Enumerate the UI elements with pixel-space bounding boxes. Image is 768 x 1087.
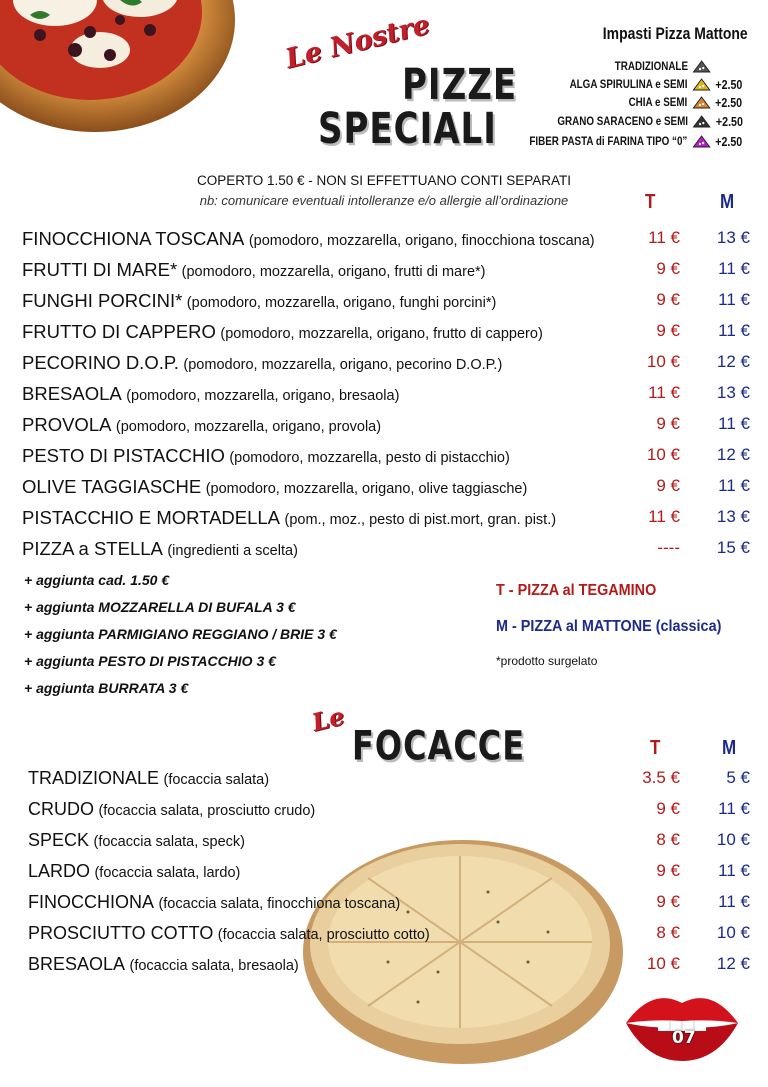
- dough-option-price: +2.50: [715, 133, 743, 149]
- pizza-item-text: [22, 538, 298, 560]
- pizza-item-price-t: 9 €: [656, 321, 680, 340]
- pizza-item-price-m: 12 €: [716, 352, 750, 371]
- pizza-item-price-m: 13 €: [716, 228, 750, 247]
- pizza-item-row: [0, 352, 768, 378]
- focaccia-item-row: [0, 861, 768, 887]
- pizza-slice-orange-icon: [693, 96, 711, 109]
- focaccia-item-text: [28, 954, 299, 975]
- pizza-item-price-t: 9 €: [656, 414, 680, 433]
- focaccia-item-name: CRUDO: [28, 799, 94, 819]
- focaccia-item-text: [28, 923, 430, 944]
- pizza-item-row: [0, 321, 768, 347]
- pizza-item-row: [0, 476, 768, 502]
- pizza-item-name: PISTACCHIO E MORTADELLA: [22, 507, 281, 528]
- focaccia-item-description: (focaccia salata): [163, 772, 270, 788]
- focaccia-item-price-t: 9 €: [656, 861, 680, 880]
- script-title: Le Nostre: [282, 9, 433, 76]
- focaccia-item-price-m: 11 €: [718, 861, 750, 880]
- pizza-item-description: (pomodoro, mozzarella, origano, bresaola): [126, 388, 400, 404]
- pizza-item-description: (pomodoro, mozzarella, pesto di pistacchio): [229, 450, 510, 466]
- focacce-column-header-t: T: [650, 736, 661, 759]
- pizza-item-price-t: 9 €: [656, 290, 680, 309]
- page-number: 07: [672, 1028, 696, 1048]
- pizza-item-name: PIZZA a STELLA: [22, 538, 163, 559]
- pizza-photo: [0, 0, 260, 135]
- pizza-item-price-m: 11 €: [718, 290, 750, 309]
- focaccia-item-price-t: 9 €: [656, 799, 680, 818]
- focaccia-item-row: [0, 799, 768, 825]
- focaccia-item-row: [0, 954, 768, 980]
- pizza-slice-dark-icon: [693, 115, 711, 128]
- title-line-2: SPECIALI: [318, 104, 497, 154]
- pizza-item-name: PESTO DI PISTACCHIO: [22, 445, 225, 466]
- focaccia-item-price-m: 5 €: [726, 768, 750, 787]
- pizza-item-name: FRUTTI DI MARE*: [22, 259, 178, 280]
- coperto-note: COPERTO 1.50 € - NON SI EFFETTUANO CONTI SEPARATI: [196, 173, 572, 188]
- dough-option: [629, 93, 750, 111]
- focaccia-item-price-t: 8 €: [656, 923, 680, 942]
- pizza-item-description: (pom., moz., pesto di pist.mort, gran. pist.): [284, 512, 557, 528]
- pizza-item-description: (pomodoro, mozzarella, origano, finocchiona toscana): [248, 233, 595, 249]
- focaccia-item-text: [28, 768, 269, 789]
- pizza-item-description: (pomodoro, mozzarella, origano, frutti di mare*): [181, 264, 486, 280]
- focaccia-item-name: LARDO: [28, 861, 91, 881]
- pizza-item-text: [22, 476, 527, 498]
- focaccia-item-row: [0, 768, 768, 794]
- pizza-item-description: (pomodoro, mozzarella, origano, funghi porcini*): [186, 295, 497, 311]
- dough-option-price: +2.50: [715, 76, 743, 92]
- focaccia-item-price-m: 11 €: [718, 892, 750, 911]
- column-header-t: T: [645, 190, 656, 213]
- pizza-item-name: FRUTTO DI CAPPERO: [22, 321, 216, 342]
- focaccia-item-description: (focaccia salata, bresaola): [129, 958, 299, 974]
- focaccia-item-price-m: 10 €: [716, 830, 750, 849]
- pizza-item-row: [0, 538, 768, 564]
- focaccia-item-description: (focaccia salata, finocchiona toscana): [158, 896, 401, 912]
- pizza-item-price-m: 13 €: [716, 507, 750, 526]
- dough-option-label: CHIA e SEMI: [628, 95, 688, 109]
- dough-panel-title: Impasti Pizza Mattone: [603, 24, 748, 43]
- focaccia-item-description: (focaccia salata, lardo): [94, 865, 241, 881]
- focaccia-item-name: SPECK: [28, 830, 90, 850]
- focaccia-item-description: (focaccia salata, prosciutto crudo): [98, 803, 316, 819]
- focaccia-item-row: [0, 923, 768, 949]
- pizza-slice-yellow-icon: [693, 78, 711, 91]
- focaccia-item-price-t: 8 €: [656, 830, 680, 849]
- pizza-item-text: [22, 414, 381, 436]
- pizza-item-name: PECORINO D.O.P.: [22, 352, 179, 373]
- column-header-m: M: [720, 190, 735, 213]
- pizza-item-name: PROVOLA: [22, 414, 112, 435]
- addon-item: + aggiunta PARMIGIANO REGGIANO / BRIE 3 €: [24, 626, 337, 642]
- pizza-item-price-m: 11 €: [718, 414, 750, 433]
- pizza-item-row: [0, 383, 768, 409]
- pizza-item-price-t: ----: [657, 538, 680, 557]
- dough-option-label: GRANO SARACENO e SEMI: [557, 114, 688, 128]
- lips-icon: [622, 985, 742, 1063]
- legend-tegamino: T - PIZZA al TEGAMINO: [496, 582, 657, 599]
- focaccia-item-price-m: 11 €: [718, 799, 750, 818]
- legend-mattone: M - PIZZA al MATTONE (classica): [496, 618, 722, 635]
- pizza-item-row: [0, 259, 768, 285]
- pizza-item-text: [22, 321, 543, 343]
- pizza-item-text: [22, 290, 496, 312]
- pizza-item-row: [0, 507, 768, 533]
- pizza-item-text: [22, 352, 502, 374]
- focaccia-item-description: (focaccia salata, speck): [93, 834, 245, 850]
- addon-item: + aggiunta cad. 1.50 €: [24, 572, 170, 588]
- focaccia-item-row: [0, 830, 768, 856]
- pizza-item-description: (ingredienti a scelta): [167, 543, 298, 559]
- pizza-item-text: [22, 507, 556, 529]
- pizza-slice-plain-icon: [693, 60, 711, 73]
- dough-option: [530, 132, 750, 150]
- pizza-item-description: (pomodoro, mozzarella, origano, frutto di cappero): [220, 326, 543, 342]
- focaccia-item-price-m: 12 €: [716, 954, 750, 973]
- pizza-item-row: [0, 290, 768, 316]
- pizza-item-description: (pomodoro, mozzarella, origano, provola): [115, 419, 382, 435]
- pizza-item-price-m: 11 €: [718, 321, 750, 340]
- pizza-item-price-t: 10 €: [646, 445, 680, 464]
- pizza-item-name: OLIVE TAGGIASCHE: [22, 476, 202, 497]
- focaccia-item-text: [28, 892, 400, 913]
- dough-option-price: +2.50: [715, 94, 743, 110]
- pizza-item-text: [22, 259, 485, 281]
- frozen-note: *prodotto surgelato: [496, 654, 598, 668]
- focaccia-item-price-m: 10 €: [716, 923, 750, 942]
- pizza-item-price-t: 11 €: [648, 228, 680, 247]
- pizza-item-price-m: 11 €: [718, 259, 750, 278]
- pizza-item-price-t: 10 €: [646, 352, 680, 371]
- dough-option-label: TRADIZIONALE: [614, 59, 688, 73]
- addon-item: + aggiunta MOZZARELLA DI BUFALA 3 €: [24, 599, 296, 615]
- focaccia-item-price-t: 9 €: [656, 892, 680, 911]
- pizza-item-text: [22, 228, 595, 250]
- dough-option: [570, 75, 750, 93]
- focaccia-item-price-t: 3.5 €: [642, 768, 680, 787]
- pizza-item-price-m: 11 €: [718, 476, 750, 495]
- pizza-item-text: [22, 445, 510, 467]
- focaccia-item-text: [28, 830, 245, 851]
- pizza-item-name: BRESAOLA: [22, 383, 122, 404]
- pizza-item-price-t: 11 €: [648, 507, 680, 526]
- pizza-item-description: (pomodoro, mozzarella, origano, pecorino D.O.P.): [183, 357, 503, 373]
- allergy-note: nb: comunicare eventuali intolleranze e/o allergie all’ordinazione: [199, 193, 569, 208]
- pizza-item-name: FINOCCHIONA TOSCANA: [22, 228, 245, 249]
- focaccia-item-name: TRADIZIONALE: [28, 768, 160, 788]
- pizza-item-price-m: 15 €: [716, 538, 750, 557]
- focacce-script-title: Le: [308, 701, 348, 737]
- pizza-slice-purple-icon: [693, 135, 711, 148]
- title-line-1: PIZZE: [402, 60, 518, 110]
- focaccia-item-description: (focaccia salata, prosciutto cotto): [217, 927, 430, 943]
- focaccia-item-name: PROSCIUTTO COTTO: [28, 923, 214, 943]
- addon-item: + aggiunta BURRATA 3 €: [24, 680, 189, 696]
- dough-option-price: +2.50: [715, 113, 743, 129]
- focaccia-item-name: BRESAOLA: [28, 954, 126, 974]
- pizza-item-price-t: 9 €: [656, 476, 680, 495]
- focaccia-item-text: [28, 799, 315, 820]
- focaccia-item-price-t: 10 €: [646, 954, 680, 973]
- pizza-item-text: [22, 383, 399, 405]
- pizza-item-price-m: 12 €: [716, 445, 750, 464]
- dough-option: [557, 112, 750, 130]
- pizza-item-row: [0, 414, 768, 440]
- pizza-item-row: [0, 445, 768, 471]
- focacce-title: FOCACCE: [352, 722, 526, 770]
- focaccia-item-row: [0, 892, 768, 918]
- dough-option-label: ALGA SPIRULINA e SEMI: [569, 77, 688, 91]
- focaccia-item-text: [28, 861, 240, 882]
- dough-option: [614, 57, 750, 75]
- pizza-item-description: (pomodoro, mozzarella, origano, olive taggiasche): [205, 481, 528, 497]
- pizza-item-price-t: 9 €: [656, 259, 680, 278]
- focaccia-item-name: FINOCCHIONA: [28, 892, 154, 912]
- pizza-item-price-t: 11 €: [648, 383, 680, 402]
- pizza-item-row: [0, 228, 768, 254]
- addon-item: + aggiunta PESTO DI PISTACCHIO 3 €: [24, 653, 276, 669]
- pizza-item-name: FUNGHI PORCINI*: [22, 290, 183, 311]
- pizza-item-price-m: 13 €: [716, 383, 750, 402]
- dough-option-label: FIBER PASTA di FARINA TIPO “0”: [529, 134, 688, 148]
- focacce-column-header-m: M: [722, 736, 737, 759]
